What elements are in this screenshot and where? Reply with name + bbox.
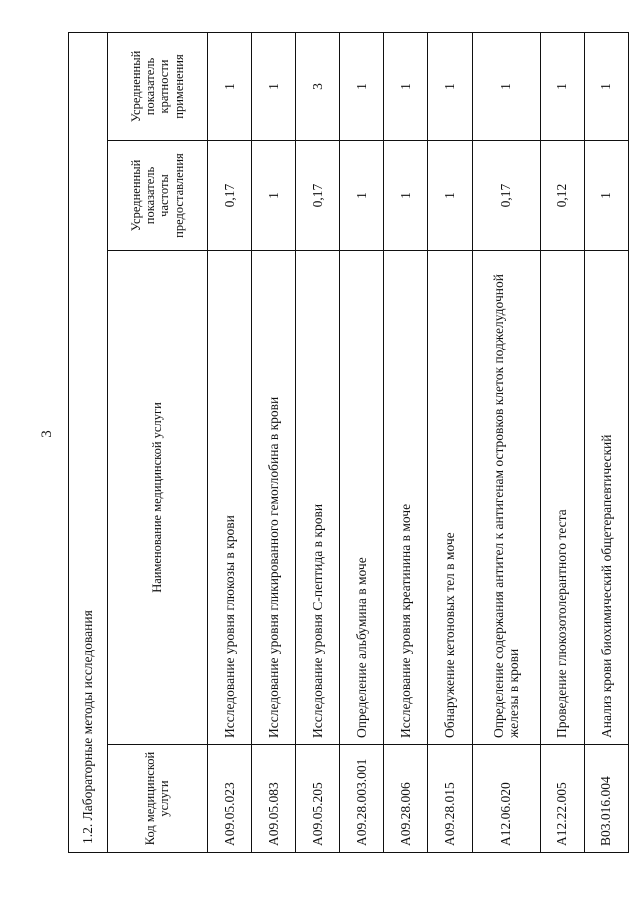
service-code: A09.05.205 bbox=[296, 745, 340, 853]
header-row bbox=[107, 32, 207, 852]
table-row bbox=[340, 32, 384, 852]
multiplicity-value: 1 bbox=[472, 32, 540, 140]
service-name: Определение альбумина в моче bbox=[340, 251, 384, 745]
service-code: A09.05.023 bbox=[207, 745, 251, 853]
table-row bbox=[296, 32, 340, 852]
rotated-table-container bbox=[68, 33, 629, 853]
multiplicity-value: 1 bbox=[252, 32, 296, 140]
frequency-value: 0,12 bbox=[540, 141, 584, 251]
table-row bbox=[207, 32, 251, 852]
service-name: Исследование уровня гликированного гемоглобина в крови bbox=[252, 251, 296, 745]
frequency-value: 1 bbox=[428, 141, 472, 251]
service-name: Проведение глюкозотолерантного теста bbox=[540, 251, 584, 745]
table-row bbox=[540, 32, 584, 852]
header-name: Наименование медицинской услуги bbox=[107, 251, 207, 745]
table-row bbox=[584, 32, 628, 852]
frequency-value: 1 bbox=[252, 141, 296, 251]
service-name: Анализ крови биохимический общетерапевтический bbox=[584, 251, 628, 745]
service-name: Исследование уровня С-пептида в крови bbox=[296, 251, 340, 745]
multiplicity-value: 1 bbox=[428, 32, 472, 140]
multiplicity-value: 1 bbox=[384, 32, 428, 140]
frequency-value: 0,17 bbox=[207, 141, 251, 251]
service-code: A09.05.083 bbox=[252, 745, 296, 853]
services-table bbox=[68, 32, 629, 853]
multiplicity-value: 1 bbox=[540, 32, 584, 140]
multiplicity-value: 3 bbox=[296, 32, 340, 140]
multiplicity-value: 1 bbox=[340, 32, 384, 140]
service-code: A09.28.003.001 bbox=[340, 745, 384, 853]
header-frequency: Усредненный показатель частоты предоставления bbox=[107, 141, 207, 251]
service-code: B03.016.004 bbox=[584, 745, 628, 853]
service-code: A09.28.015 bbox=[428, 745, 472, 853]
table-row bbox=[252, 32, 296, 852]
section-row bbox=[69, 32, 108, 852]
frequency-value: 0,17 bbox=[296, 141, 340, 251]
service-code: A09.28.006 bbox=[384, 745, 428, 853]
section-title: 1.2. Лабораторные методы исследования bbox=[69, 32, 108, 852]
frequency-value: 1 bbox=[584, 141, 628, 251]
service-name: Исследование уровня глюкозы в крови bbox=[207, 251, 251, 745]
service-name: Обнаружение кетоновых тел в моче bbox=[428, 251, 472, 745]
header-code: Код медицинской услуги bbox=[107, 745, 207, 853]
page-number: 3 bbox=[39, 430, 55, 438]
table-row bbox=[472, 32, 540, 852]
frequency-value: 1 bbox=[384, 141, 428, 251]
header-multiplicity: Усредненный показатель кратности применения bbox=[107, 32, 207, 140]
frequency-value: 1 bbox=[340, 141, 384, 251]
service-name: Исследование уровня креатинина в моче bbox=[384, 251, 428, 745]
table-row bbox=[428, 32, 472, 852]
service-code: A12.22.005 bbox=[540, 745, 584, 853]
multiplicity-value: 1 bbox=[207, 32, 251, 140]
frequency-value: 0,17 bbox=[472, 141, 540, 251]
service-name: Определение содержания антител к антигенам островков клеток поджелудочной железы в крови bbox=[472, 251, 540, 745]
service-code: A12.06.020 bbox=[472, 745, 540, 853]
table-row bbox=[384, 32, 428, 852]
multiplicity-value: 1 bbox=[584, 32, 628, 140]
